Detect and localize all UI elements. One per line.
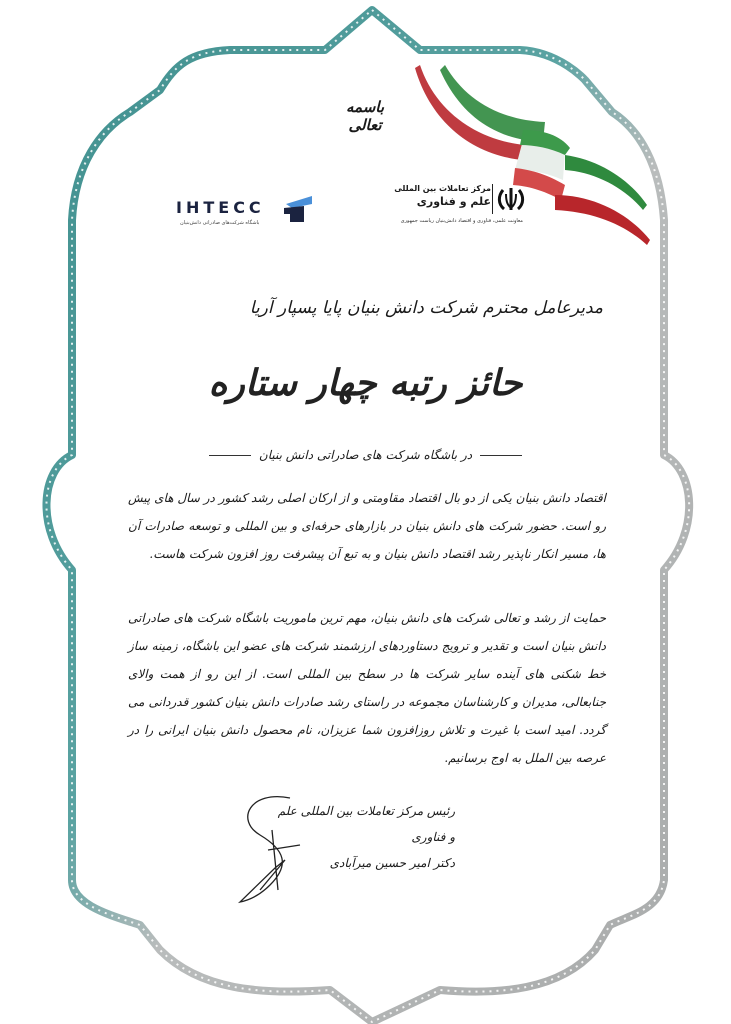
iran-emblem-icon: [497, 184, 525, 214]
subtitle-rule-left: [209, 455, 251, 456]
recipient-line: مدیرعامل محترم شرکت دانش بنیان پایا پسپار آریا: [249, 298, 603, 318]
subtitle-text: در باشگاه شرکت های صادراتی دانش بنیان: [258, 448, 473, 462]
signatory-block: [275, 798, 455, 876]
body-paragraph-2: حمایت از رشد و تعالی شرکت های دانش بنیان، مهم ترین ماموریت باشگاه شرکت های صادراتی دانش بنیان است و تقدیر و ترویج دستاوردهای ارزشمند شرکت های عضو این باشگاه، زمینه ساز خط شکنی های آینده سایر شرکت ها در سطح بین المللی است. از این رو از همت والای جنابعالی، مدیران و کارشناسان مجموعه در راستای رشد صادرات دانش بنیان کشور قدردانی می گردد. امید است با غیرت و تلاش روزافزون شما عزیزان، نام محصول دانش بنیان ایرانی را در عرصه بین الملل به اوج برسانیم.: [128, 611, 606, 765]
body-paragraph-1: اقتصاد دانش بنیان یکی از دو بال اقتصاد مقاومتی و از ارکان اصلی رشد کشور در سال های پیش رو است. حضور شرکت های دانش بنیان در بازارهای حرفه‌ای و بین المللی و توسعه صادرات آن ها، مسیر انکار ناپذیر رشد اقتصاد دانش بنیان و به تبع آن پیشرفت روز افزون شرکت هاست.: [128, 491, 607, 561]
ihtecc-wordmark: IHTECC: [176, 198, 265, 217]
ihtecc-mark-icon: [282, 194, 314, 224]
ihtecc-logo: [176, 192, 316, 234]
center-logo: [395, 182, 525, 232]
invocation-text: باسمه تعالی: [345, 98, 385, 134]
signatory-title: رئیس مرکز تعاملات بین المللی علم و فناوری: [277, 804, 455, 844]
award-subtitle: [0, 448, 731, 462]
subtitle-rule-right: [480, 455, 522, 456]
center-subtitle: معاونت علمی، فناوری و اقتصاد دانش‌بنیان ریاست جمهوری: [400, 218, 523, 224]
center-name-line1: مرکز تعاملات بین المللی: [394, 184, 491, 193]
signatory-name: دکتر امیر حسین میرآبادی: [329, 856, 455, 870]
logo-divider: [492, 184, 493, 214]
center-name-line2: علم و فناوری: [416, 195, 491, 208]
award-title: حائز رتبه چهار ستاره: [208, 362, 523, 404]
ihtecc-subtitle: باشگاه شرکت‌های صادراتی دانش‌بنیان: [180, 220, 260, 226]
